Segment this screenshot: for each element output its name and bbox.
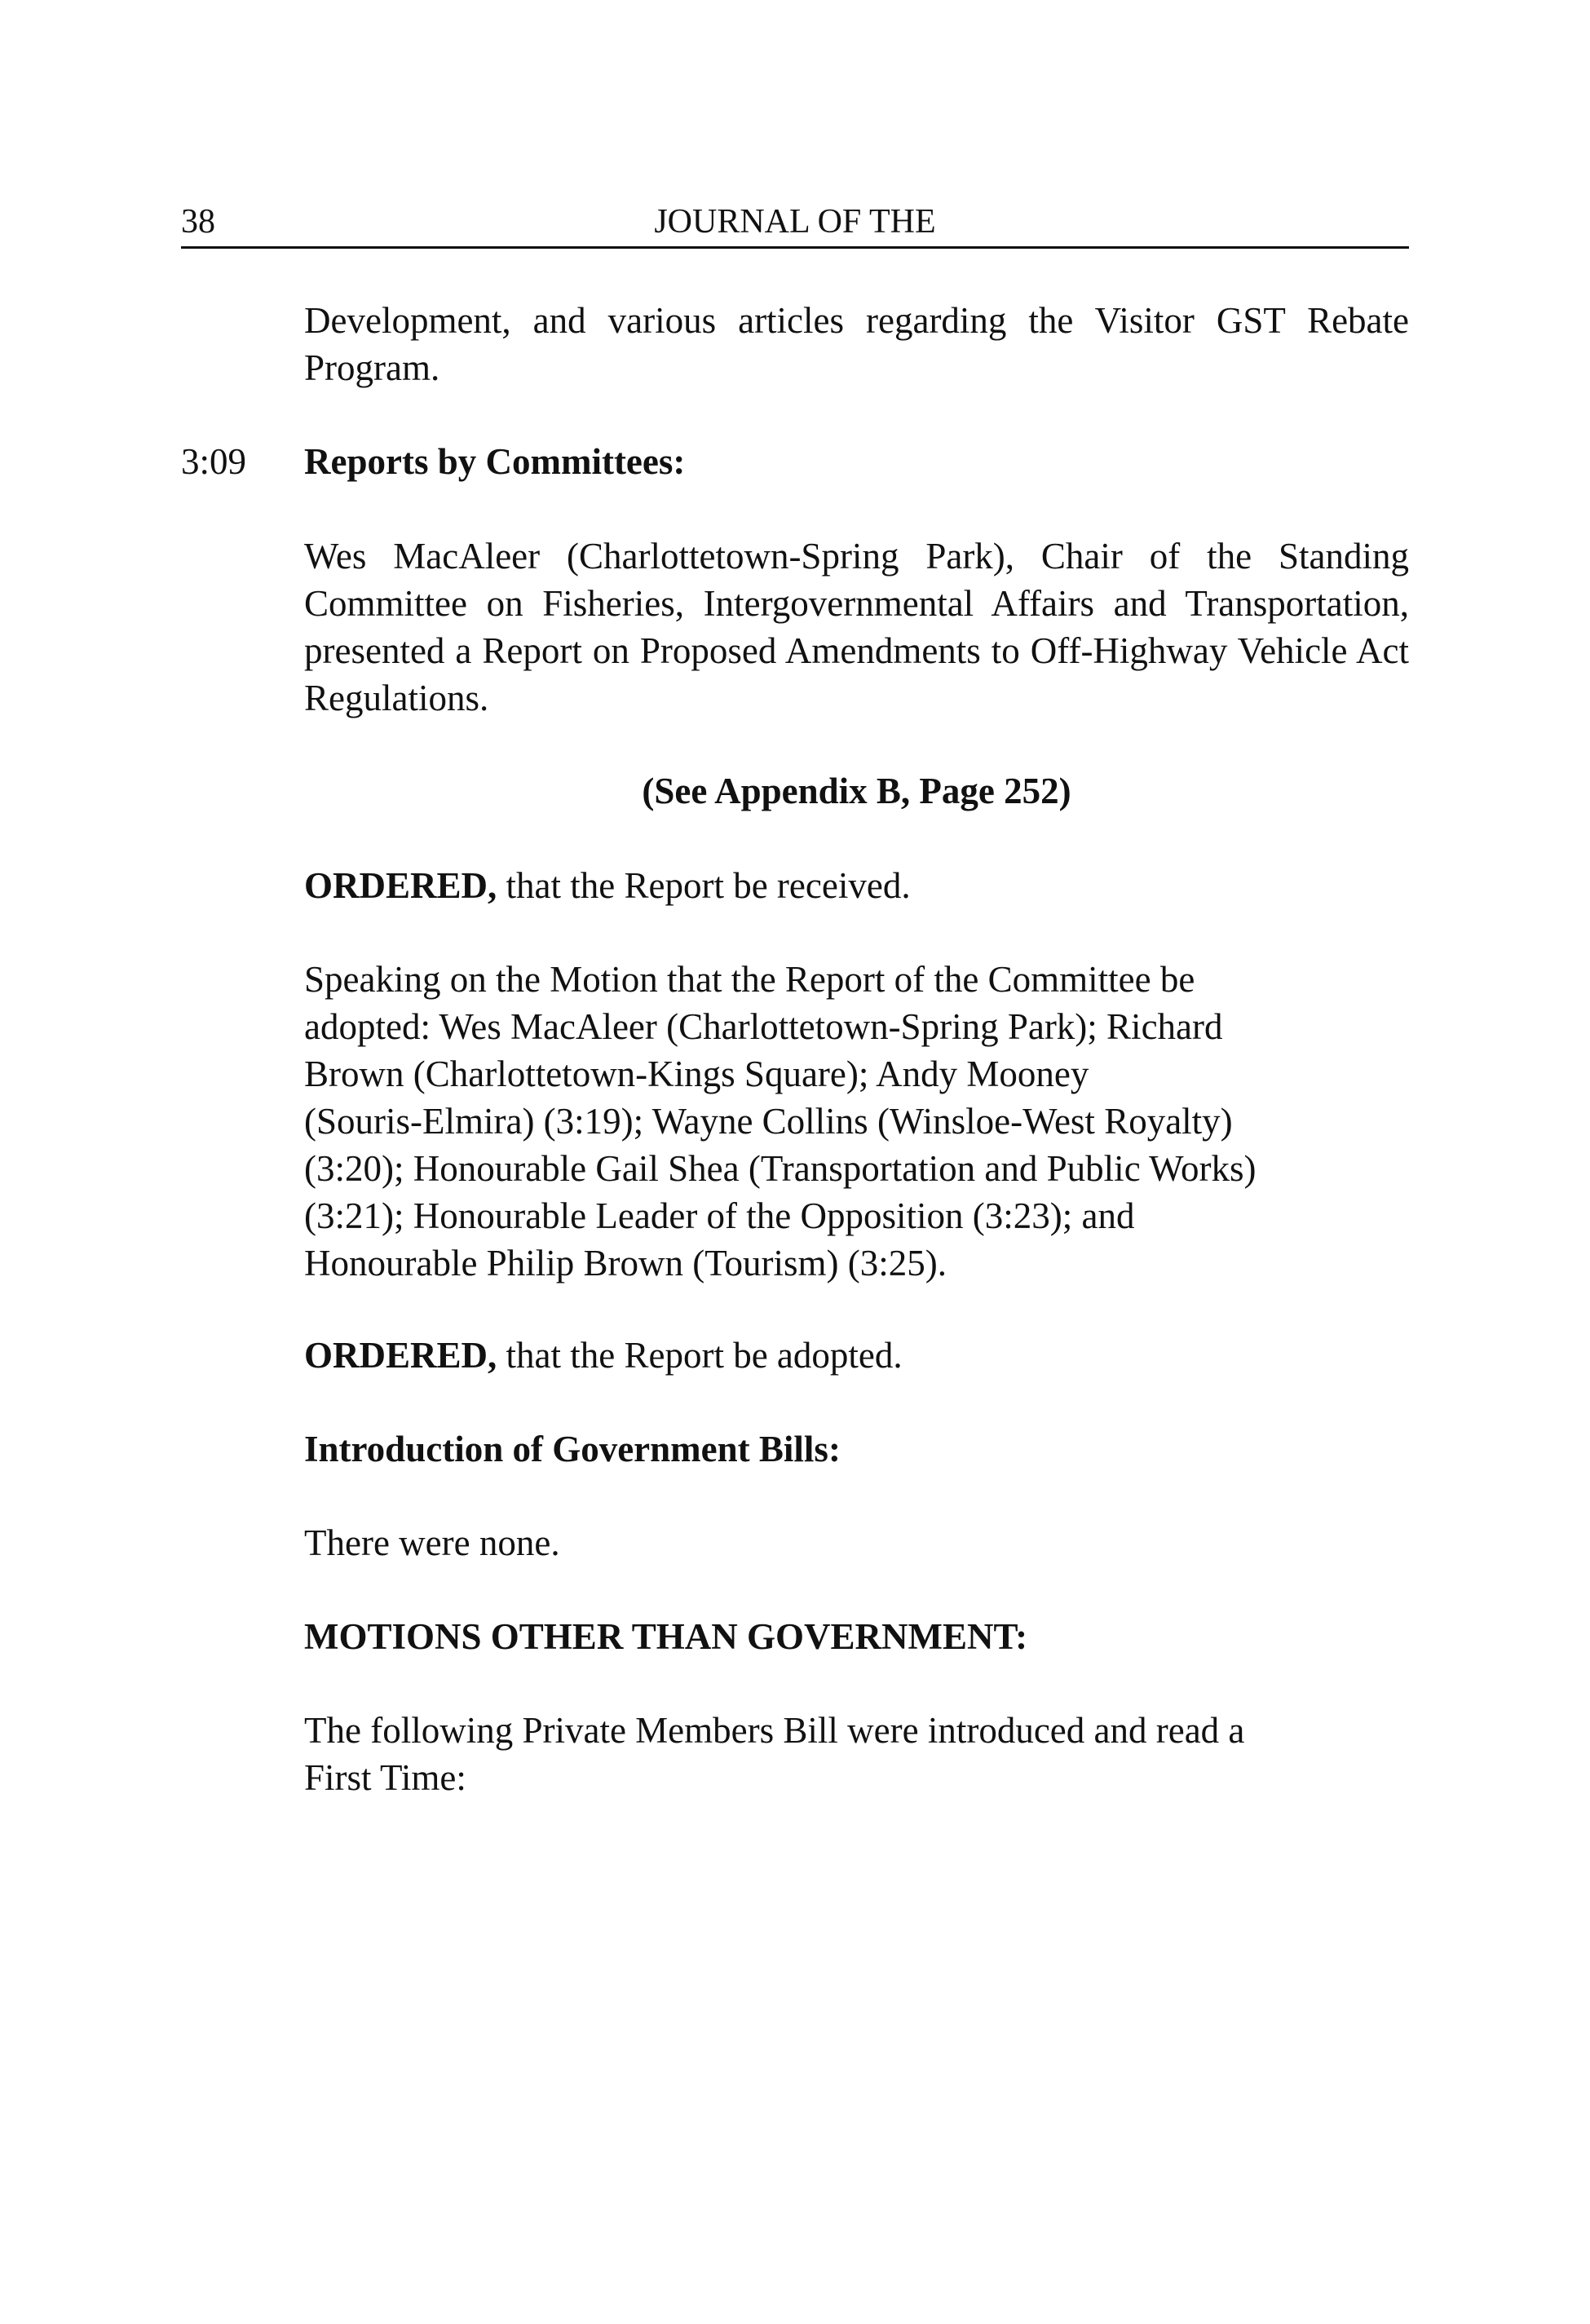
speaking-paragraph [304,956,1409,1287]
speaking-line: Honourable Philip Brown (Tourism) (3:25). [304,1243,947,1284]
government-bills-text: There were none. [304,1522,560,1563]
running-title: JOURNAL OF THE [654,203,936,241]
ordered-received [304,862,1409,909]
speaking-line: (3:21); Honourable Leader of the Opposition (3:23); and [304,1195,1135,1236]
speaking-line: (3:20); Honourable Gail Shea (Transportation and Public Works) [304,1148,1257,1189]
continuation-paragraph: Development, and various articles regarding the Visitor GST Rebate Program. [304,300,1409,388]
reports-heading: Reports by Committees: [304,441,686,482]
speaking-line: Brown (Charlottetown-Kings Square); Andy Mooney [304,1054,1089,1094]
ordered-adopted [304,1332,1409,1379]
speaking-line: Speaking on the Motion that the Report of the Committee be [304,959,1195,1000]
appendix-reference: (See Appendix B, Page 252) [642,771,1071,811]
ordered-adopted-text: that the Report be adopted. [497,1335,903,1376]
speaking-line: adopted: Wes MacAleer (Charlottetown-Spring Park); Richard [304,1006,1223,1047]
committee-report-paragraph: Wes MacAleer (Charlottetown-Spring Park), Chair of the Standing Committee on Fisheries, Intergovernmental Affairs and Transportation, presented a Report on Proposed Amendments to Off-Highway Vehicle Act Regulations. [304,536,1409,718]
motions-line: First Time: [304,1757,466,1798]
page-header [181,199,1409,249]
ordered-received-text: that the Report be received. [497,865,911,906]
motions-line: The following Private Members Bill were introduced and read a [304,1710,1245,1751]
reports-time: 3:09 [181,441,247,482]
speaking-line: (Souris-Elmira) (3:19); Wayne Collins (Winsloe-West Royalty) [304,1101,1233,1142]
government-bills-heading: Introduction of Government Bills: [304,1429,841,1469]
motions-heading: MOTIONS OTHER THAN GOVERNMENT: [304,1616,1028,1657]
ordered-received-label: ORDERED, [304,865,497,906]
motions-paragraph [304,1707,1409,1801]
page-number: 38 [181,203,215,241]
ordered-adopted-label: ORDERED, [304,1335,497,1376]
